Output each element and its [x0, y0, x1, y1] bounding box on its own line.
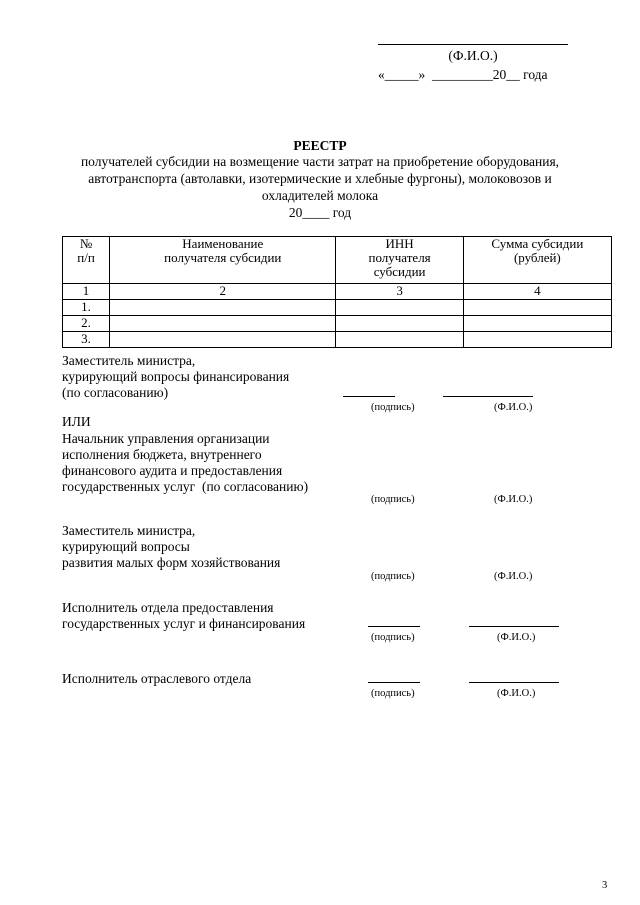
table-cell	[336, 332, 463, 348]
signer-3-line-2: курирующий вопросы	[62, 539, 190, 554]
document-title: РЕЕСТР	[293, 138, 347, 153]
signer-2-line-3: финансового аудита и предоставления	[62, 463, 283, 478]
header-recipient-name: Наименование получателя субсидии	[110, 237, 336, 284]
signature-caption: (подпись)	[371, 571, 415, 582]
top-date-line: «_____» _________20__ года	[378, 67, 548, 82]
table-cell: 1.	[63, 300, 110, 316]
page-number: 3	[602, 880, 608, 891]
fio-caption: (Ф.И.О.)	[494, 402, 533, 413]
title-year-line: 20____ год	[288, 205, 352, 220]
table-cell	[463, 332, 611, 348]
table-cell: 2	[110, 284, 336, 300]
table-cell: 4	[463, 284, 611, 300]
fio-line	[469, 626, 559, 627]
header-subsidy-amount: Сумма субсидии (рублей)	[463, 237, 611, 284]
signature-line	[368, 682, 420, 683]
table-row	[63, 332, 612, 348]
table-cell	[110, 316, 336, 332]
signer-1-line-3: (по согласованию)	[62, 385, 169, 400]
fio-caption: (Ф.И.О.)	[494, 571, 533, 582]
signer-1-line-2: курирующий вопросы финансирования	[62, 369, 290, 384]
signer-3-line-1: Заместитель министра,	[62, 523, 196, 538]
table-header-row	[63, 237, 612, 284]
signature-caption: (подпись)	[371, 688, 415, 699]
fio-underline	[378, 44, 568, 45]
fio-line	[469, 682, 559, 683]
top-fio-label: (Ф.И.О.)	[448, 48, 498, 63]
signer-2-line-4: государственных услуг (по согласованию)	[62, 479, 309, 494]
fio-caption: (Ф.И.О.)	[497, 632, 536, 643]
table-cell	[336, 316, 463, 332]
header-inn: ИНН получателя субсидии	[336, 237, 463, 284]
table-row	[63, 316, 612, 332]
signer-5-line-1: Исполнитель отраслевого отдела	[62, 671, 252, 686]
title-line-3: охладителей молока	[261, 188, 379, 203]
table-cell	[110, 332, 336, 348]
signer-2-line-1: Начальник управления организации	[62, 431, 270, 446]
signer-4-line-1: Исполнитель отдела предоставления	[62, 600, 274, 615]
signer-2-line-2: исполнения бюджета, внутреннего	[62, 447, 262, 462]
fio-line	[443, 396, 533, 397]
signature-caption: (подпись)	[371, 632, 415, 643]
column-number-row	[63, 284, 612, 300]
fio-caption: (Ф.И.О.)	[497, 688, 536, 699]
signature-line	[368, 626, 420, 627]
table-cell	[463, 316, 611, 332]
signer-3-line-3: развития малых форм хозяйствования	[62, 555, 281, 570]
or-separator: ИЛИ	[62, 414, 91, 429]
table-cell	[110, 300, 336, 316]
fio-caption: (Ф.И.О.)	[494, 494, 533, 505]
registry-table	[62, 236, 612, 348]
signer-4-line-2: государственных услуг и финансирования	[62, 616, 306, 631]
title-line-1: получателей субсидии на возмещение части затрат на приобретение оборудования,	[80, 154, 560, 169]
signature-line	[343, 396, 395, 397]
table-row	[63, 300, 612, 316]
signature-caption: (подпись)	[371, 402, 415, 413]
header-number: № п/п	[63, 237, 110, 284]
signature-caption: (подпись)	[371, 494, 415, 505]
title-line-2: автотранспорта (автолавки, изотермические и хлебные фургоны), молоковозов и	[88, 171, 552, 186]
signer-1-line-1: Заместитель министра,	[62, 353, 196, 368]
table-cell: 3	[336, 284, 463, 300]
table-cell	[463, 300, 611, 316]
table-cell	[336, 300, 463, 316]
table-cell: 2.	[63, 316, 110, 332]
table-cell: 1	[63, 284, 110, 300]
table-cell: 3.	[63, 332, 110, 348]
